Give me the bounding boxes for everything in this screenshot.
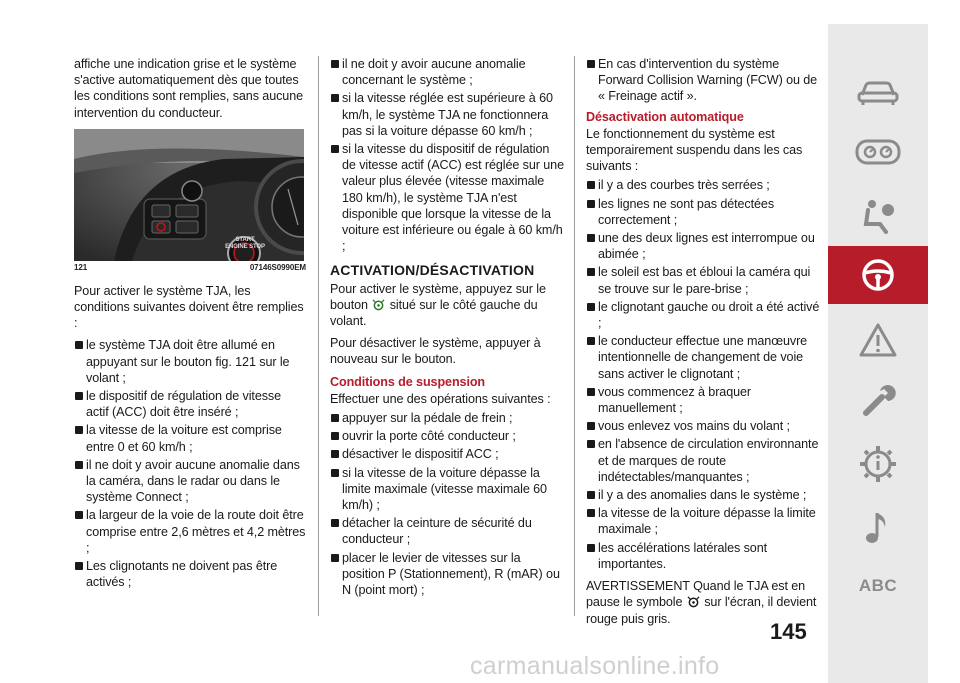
steering-wheel-photo <box>74 129 304 261</box>
activation-conditions-intro: Pour activer le système TJA, les conditions suivantes doivent être remplies : <box>74 283 304 331</box>
sidebar-item-maintenance[interactable] <box>828 376 928 424</box>
activation-heading: ACTIVATION/DÉSACTIVATION <box>330 262 535 279</box>
dashboard-gauges-icon <box>855 137 901 167</box>
music-note-icon <box>863 509 893 547</box>
suspension-item: détacher la ceinture de sécurité du conducteur ; <box>330 515 564 547</box>
watermark: carmanualsonline.info <box>470 652 720 680</box>
start-stop-label: START ENGINE STOP <box>225 236 265 250</box>
suspension-item: désactiver le dispositif ACC ; <box>330 446 564 462</box>
gear-info-icon <box>858 444 898 484</box>
steering-wheel-icon <box>860 257 896 293</box>
condition-item: le système TJA doit être allumé en appuyant sur le bouton fig. 121 sur le volant ; <box>74 337 306 386</box>
car-icon <box>856 77 900 107</box>
condition-item: si la vitesse réglée est supérieure à 60 km/h, le système TJA ne fonctionnera pas si la voiture dépasse 60 km/h ; <box>330 90 564 139</box>
tja-status-icon <box>687 595 700 608</box>
figure-caption <box>74 263 306 273</box>
condition-item: il ne doit y avoir aucune anomalie concernant le système ; <box>330 56 564 88</box>
figure-code: 07146S0990EM <box>249 262 306 272</box>
auto-deactivation-item: les lignes ne sont pas détectées correctement ; <box>586 196 820 228</box>
auto-deactivation-item: il y a des courbes très serrées ; <box>586 177 820 193</box>
intro-paragraph: affiche une indication grise et le système s'active automatiquement dès que toutes les conditions sont remplies, sans aucune intervention du conducteur. <box>74 57 304 120</box>
auto-deactivation-item: une des deux lignes est interrompue ou abimée ; <box>586 230 820 262</box>
auto-deactivation-item: en l'absence de circulation environnante et de marques de route indétectables/manquantes ; <box>586 436 820 485</box>
sidebar-item-safety[interactable] <box>828 192 928 240</box>
abc-index-label: ABC <box>858 576 898 595</box>
suspension-item: En cas d'intervention du système Forward Collision Warning (FCW) ou de « Freinage actif ». <box>586 56 820 105</box>
condition-item: il ne doit y avoir aucune anomalie dans la caméra, dans le radar ou dans le système Connect ; <box>74 457 306 506</box>
auto-deactivation-item: le conducteur effectue une manœuvre intentionnelle de changement de voie sans activer le clignotant ; <box>586 333 820 382</box>
auto-deactivation-item: les accélérations latérales sont importantes. <box>586 540 820 572</box>
warning-text-b: sur l'écran, il devient rouge puis gris. <box>586 595 817 626</box>
figure-number: 121 <box>74 262 88 272</box>
sidebar-item-driving[interactable] <box>828 246 928 304</box>
auto-deactivation-heading: Désactivation automatique <box>586 109 744 124</box>
auto-deactivation-item: la vitesse de la voiture dépasse la limite maximale ; <box>586 505 820 537</box>
wrench-icon <box>858 381 898 419</box>
tja-steering-icon <box>372 298 385 311</box>
sidebar-item-multimedia[interactable] <box>828 504 928 552</box>
column-1 <box>74 56 306 592</box>
condition-item: si la vitesse du dispositif de régulation de vitesse actif (ACC) est réglée sur une valeur plus élevée (vitesse maximale 180 km/h), le système TJA n'est disponible que lorsque la vitesse de la voiture est inférieure ou égale à 60 km/h ; <box>330 141 564 254</box>
condition-item: la largeur de la voie de la route doit être comprise entre 2,6 mètres et 4,2 mètres ; <box>74 507 306 556</box>
auto-deactivation-item: le soleil est bas et ébloui la caméra qui se trouve sur le pare-brise ; <box>586 264 820 296</box>
column-2 <box>330 56 564 600</box>
sidebar-item-technical-data[interactable] <box>828 440 928 488</box>
activation-text-a: Pour activer le système, appuyez sur le bouton <box>330 281 546 312</box>
page-number: 145 <box>770 619 807 644</box>
suspension-item: si la vitesse de la voiture dépasse la limite maximale (vitesse maximale 60 km/h) ; <box>330 465 564 514</box>
warning-text-a: AVERTISSEMENT Quand le TJA est en pause le symbole <box>586 579 806 610</box>
chapter-sidebar <box>828 24 928 683</box>
suspension-intro: Effectuer une des opérations suivantes : <box>330 391 551 406</box>
sidebar-item-dashboard[interactable] <box>828 128 928 176</box>
condition-item: le dispositif de régulation de vitesse actif (ACC) doit être inséré ; <box>74 388 306 420</box>
suspension-item: placer le levier de vitesses sur la position P (Stationnement), R (mAR) ou N (point mort) ; <box>330 550 564 599</box>
warning-triangle-icon <box>858 322 898 358</box>
auto-deactivation-item: le clignotant gauche ou droit a été activé ; <box>586 299 820 331</box>
condition-item: la vitesse de la voiture est comprise entre 0 et 60 km/h ; <box>74 422 306 454</box>
column-divider <box>574 56 575 616</box>
suspension-item: ouvrir la porte côté conducteur ; <box>330 428 564 444</box>
steering-wheel-figure <box>74 129 304 261</box>
sidebar-item-emergency[interactable] <box>828 316 928 364</box>
condition-item: Les clignotants ne doivent pas être activés ; <box>74 558 306 590</box>
auto-deactivation-item: vous commencez à braquer manuellement ; <box>586 384 820 416</box>
airbag-seat-icon <box>858 198 898 234</box>
auto-deactivation-item: il y a des anomalies dans le système ; <box>586 487 820 503</box>
column-divider <box>318 56 319 616</box>
auto-deactivation-item: vous enlevez vos mains du volant ; <box>586 418 820 434</box>
suspension-heading: Conditions de suspension <box>330 374 486 389</box>
activation-paragraph <box>330 281 564 330</box>
sidebar-item-car[interactable] <box>828 68 928 116</box>
activation-text-b: situé sur le côté gauche du volant. <box>330 297 538 329</box>
sidebar-item-index[interactable] <box>828 562 928 610</box>
auto-deactivation-intro: Le fonctionnement du système est temporairement suspendu dans les cas suivants : <box>586 126 803 174</box>
suspension-item: appuyer sur la pédale de frein ; <box>330 410 564 426</box>
deactivation-paragraph: Pour désactiver le système, appuyer à nouveau sur le bouton. <box>330 336 541 367</box>
column-3 <box>586 56 820 633</box>
